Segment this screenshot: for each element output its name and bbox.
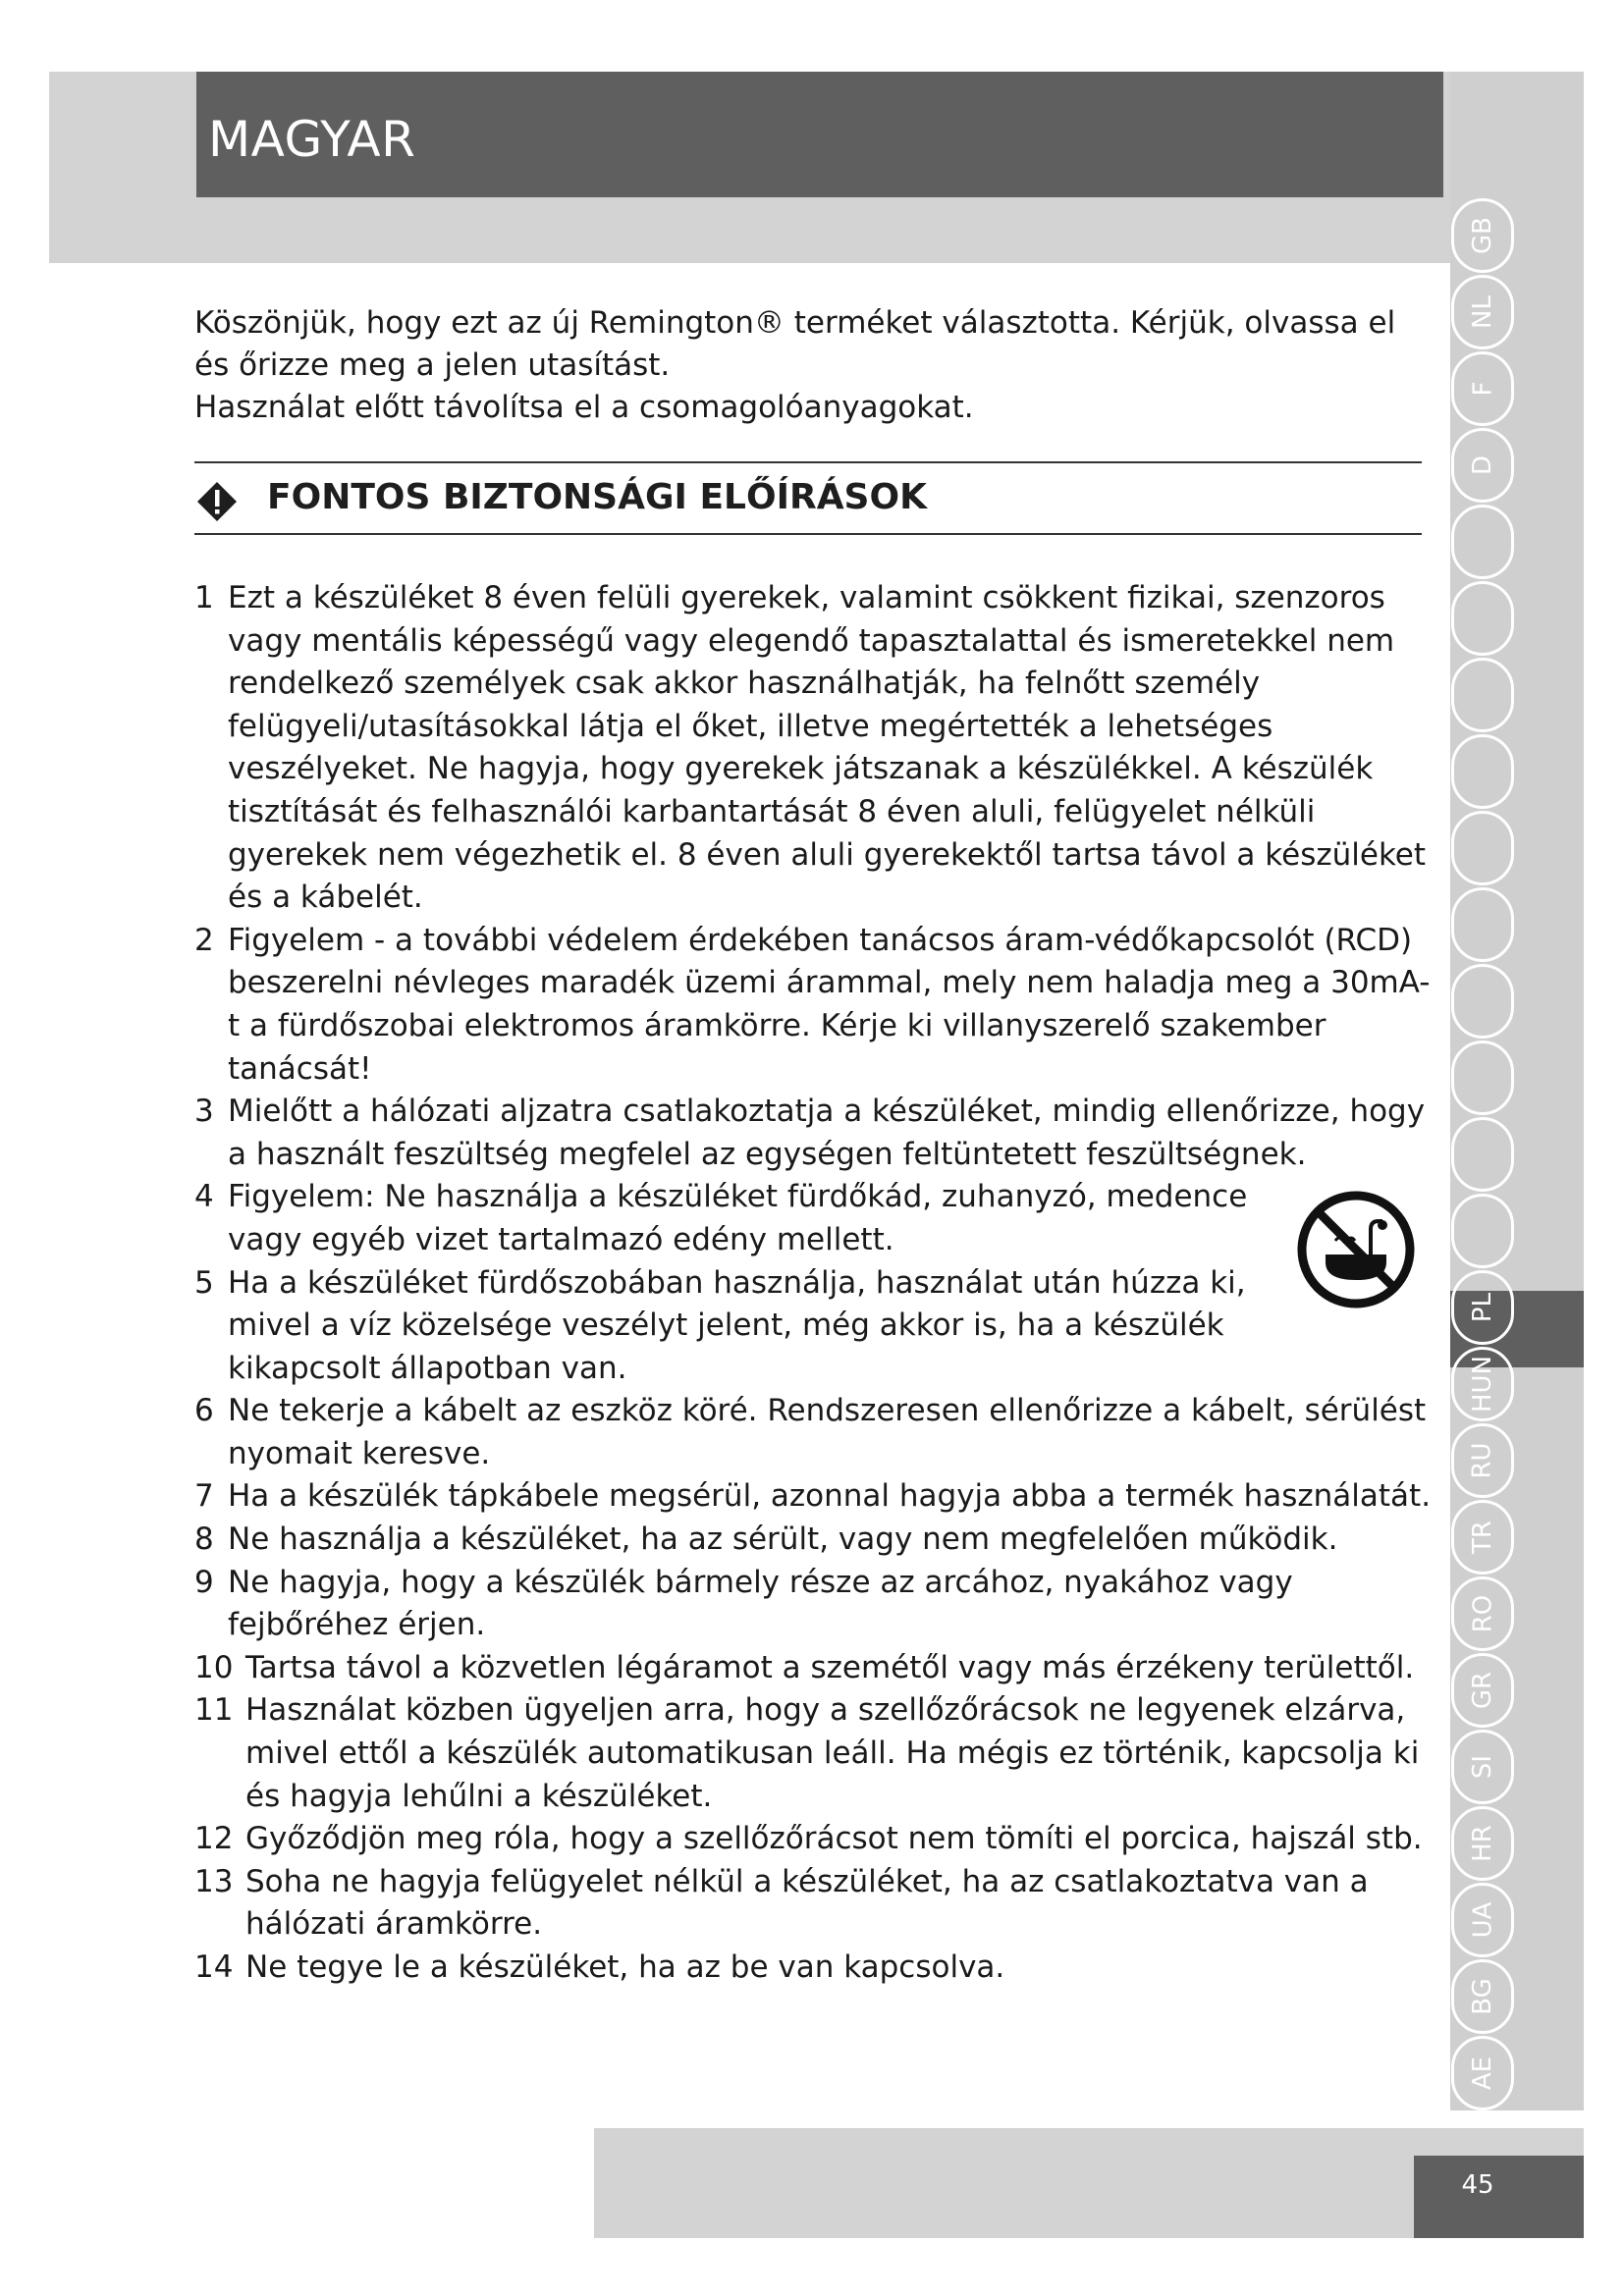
- language-tab-ae[interactable]: [1451, 2036, 1514, 2110]
- list-item: [194, 1689, 1432, 1818]
- language-tab-circle[interactable]: [1451, 1041, 1514, 1115]
- language-tab-circle[interactable]: [1451, 505, 1514, 579]
- item-text: Ne hagyja, hogy a készülék bármely része az arcához, nyakához vagy fejbőréhez érjen.: [228, 1564, 1293, 1643]
- item-text: Ezt a készüléket 8 éven felüli gyerekek, valamint csökkent fizikai, szenzoros vagy mentális képességű vagy elegendő tapasztalattal és ismeretekkel nem rendelkező személyek csak akkor használhatják, ha felnőtt személy felügyeli/utasításokkal látja el őket, illetve megértették a lehetséges veszélyeket. Ne hagyja, hogy gyerekek játszanak a készülékkel. A készülék tisztítását és felhasználói karbantartását 8 éven aluli, felügyelet nélküli gyerekek nem végezhetik el. 8 éven aluli gyerekektől tartsa távol a készüléket és a kábelét.: [228, 580, 1427, 916]
- language-tab-nl[interactable]: [1451, 275, 1514, 349]
- item-text: Soha ne hagyja felügyelet nélkül a készüléket, ha az csatlakoztatva van a hálózati áramkörre.: [245, 1863, 1369, 1943]
- language-tab-circle[interactable]: [1451, 1194, 1514, 1268]
- language-tab-label: BG: [1468, 1978, 1497, 2015]
- list-item: [194, 1475, 1432, 1519]
- language-tab-label: SI: [1467, 1754, 1497, 1780]
- language-tab-gb[interactable]: [1451, 198, 1514, 273]
- language-tab-label: UA: [1467, 1901, 1497, 1939]
- language-tab-hr[interactable]: [1451, 1806, 1514, 1881]
- item-text: Használat közben ügyeljen arra, hogy a szellőzőrácsok ne legyenek elzárva, mivel ettől a készülék automatikusan leáll. Ha mégis ez történik, kapcsolja ki és hagyja lehűlni a készüléket.: [245, 1692, 1420, 1814]
- item-text: Tartsa távol a közvetlen légáramot a szemétől vagy más érzékeny területtől.: [245, 1649, 1415, 1685]
- language-tab-circle[interactable]: [1451, 811, 1514, 885]
- language-tab-tr[interactable]: [1451, 1500, 1514, 1575]
- item-number: 8: [194, 1522, 214, 1558]
- language-tab-label: GR: [1468, 1671, 1497, 1710]
- language-tab-circle[interactable]: [1451, 734, 1514, 809]
- list-item: [194, 1262, 1432, 1391]
- item-text: Figyelem - a további védelem érdekében tanácsos áram-védőkapcsolót (RCD) beszerelni névleges maradék üzemi árammal, mely nem haladja meg a 30mA-t a fürdőszobai elektromos áramkörre. Kérje ki villanyszerelő szakember tanácsát!: [228, 922, 1431, 1087]
- language-tab-label: TR: [1467, 1521, 1497, 1554]
- item-text: Ne használja a készüléket, ha az sérült, vagy nem megfelelően működik.: [228, 1522, 1338, 1558]
- language-tab-circle[interactable]: [1451, 964, 1514, 1039]
- language-tab-ru[interactable]: [1451, 1423, 1514, 1498]
- language-tab-f[interactable]: [1451, 351, 1514, 426]
- safety-list: [194, 577, 1432, 1990]
- list-item: [194, 1091, 1432, 1176]
- list-item: [194, 920, 1432, 1091]
- language-tab-label: RO: [1468, 1594, 1497, 1633]
- language-tab-ro[interactable]: [1451, 1576, 1514, 1651]
- no-water-bathtub-icon: [1296, 1190, 1416, 1309]
- item-number: 9: [194, 1564, 214, 1600]
- language-tab-label: NL: [1468, 295, 1497, 329]
- divider: [194, 461, 1422, 463]
- item-number: 14: [194, 1949, 234, 1985]
- intro-paragraph: Használat előtt távolítsa el a csomagolóanyagokat.: [194, 390, 974, 425]
- item-number: 5: [194, 1264, 214, 1301]
- divider: [194, 533, 1422, 535]
- language-tab-bg[interactable]: [1451, 1959, 1514, 2034]
- item-number: 13: [194, 1863, 234, 1899]
- language-tab-pl[interactable]: [1451, 1270, 1514, 1345]
- item-text: Ha a készülék tápkábele megsérül, azonnal hagyja abba a termék használatát.: [228, 1478, 1432, 1515]
- language-tab-circle[interactable]: [1451, 887, 1514, 962]
- item-text: Ne tekerje a kábelt az eszköz köré. Rendszeresen ellenőrizze a kábelt, sérülést nyomait keresve.: [228, 1393, 1427, 1471]
- list-item: [194, 577, 1432, 920]
- language-tab-label: GB: [1467, 217, 1497, 254]
- item-number: 10: [194, 1649, 234, 1685]
- list-item: [194, 1947, 1432, 1990]
- item-number: 6: [194, 1393, 214, 1429]
- list-item: [194, 1861, 1432, 1947]
- item-number: 2: [194, 922, 214, 958]
- language-tab-ua[interactable]: [1451, 1883, 1514, 1957]
- language-tab-label: HR: [1468, 1825, 1497, 1862]
- item-text: Mielőtt a hálózati aljzatra csatlakoztatja a készüléket, mindig ellenőrizze, hogy a használt feszültség megfelel az egységen feltüntetett feszültségnek.: [228, 1094, 1426, 1172]
- language-tab-circle[interactable]: [1451, 581, 1514, 656]
- list-item: [194, 1818, 1432, 1861]
- item-text: Figyelem: Ne használja a készüléket fürdőkád, zuhanyzó, medence vagy egyéb vizet tartalmazó edény mellett.: [228, 1179, 1248, 1257]
- page-number: 45: [1461, 2170, 1494, 2200]
- warning-diamond-icon: [196, 481, 238, 522]
- page-title: MAGYAR: [208, 111, 416, 168]
- item-number: 1: [194, 580, 214, 615]
- item-number: 11: [194, 1692, 234, 1729]
- list-item: [194, 1562, 1432, 1647]
- list-item: [194, 1176, 1432, 1261]
- language-tab-label: HUN: [1468, 1355, 1497, 1414]
- language-tab-label: PL: [1467, 1292, 1497, 1323]
- item-number: 7: [194, 1478, 214, 1515]
- intro-text: [194, 302, 1432, 429]
- item-number: 12: [194, 1821, 234, 1857]
- language-tab-si[interactable]: [1451, 1730, 1514, 1804]
- item-number: 4: [194, 1179, 214, 1215]
- item-text: Ne tegye le a készüléket, ha az be van kapcsolva.: [245, 1949, 1005, 1985]
- language-tab-hun[interactable]: [1451, 1347, 1514, 1421]
- list-item: [194, 1519, 1432, 1562]
- language-tab-label: F: [1468, 381, 1497, 397]
- language-tab-gr[interactable]: [1451, 1653, 1514, 1728]
- language-tab-circle[interactable]: [1451, 1117, 1514, 1192]
- language-tab-circle[interactable]: [1451, 658, 1514, 732]
- list-item: [194, 1647, 1432, 1690]
- section-title: FONTOS BIZTONSÁGI ELŐÍRÁSOK: [267, 477, 927, 517]
- language-tab-label: D: [1468, 454, 1497, 476]
- item-number: 3: [194, 1094, 214, 1130]
- item-text: Győződjön meg róla, hogy a szellőzőrácsot nem tömíti el porcica, hajszál stb.: [245, 1821, 1423, 1857]
- language-tab-label: RU: [1467, 1442, 1497, 1479]
- item-text: Ha a készüléket fürdőszobában használja, használat után húzza ki, mivel a víz közelsége veszélyt jelent, még akkor is, ha a készülék kikapcsolt állapotban van.: [228, 1264, 1246, 1386]
- language-tab-label: AE: [1468, 2056, 1497, 2091]
- list-item: [194, 1390, 1432, 1475]
- language-tab-d[interactable]: [1451, 428, 1514, 503]
- intro-paragraph: Köszönjük, hogy ezt az új Remington® terméket választotta. Kérjük, olvassa el és őrizze meg a jelen utasítást.: [194, 305, 1396, 383]
